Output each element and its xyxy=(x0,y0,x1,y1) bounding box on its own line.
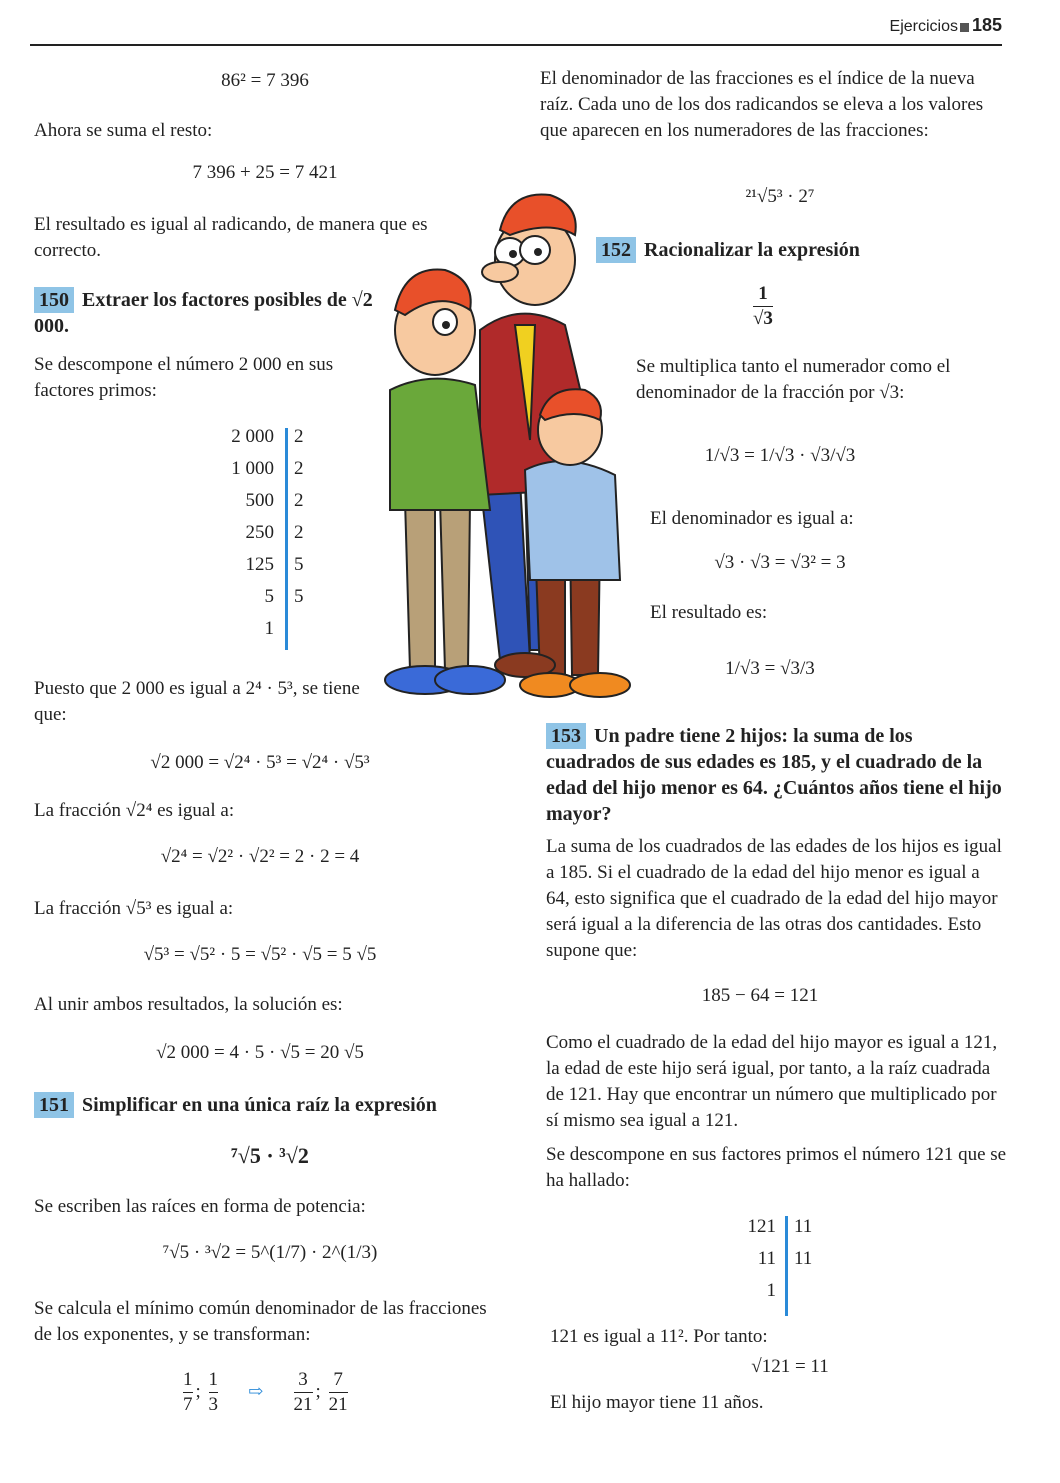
divisor: 5 xyxy=(294,554,304,575)
exercise-150-heading xyxy=(34,287,394,339)
section-title: Ejercicios xyxy=(889,18,958,35)
paragraph: Se descompone en sus factores primos el número 121 que se ha hallado: xyxy=(546,1144,1007,1191)
numerator: 7 xyxy=(333,1369,343,1390)
paragraph: La fracción √5³ es igual a: xyxy=(34,898,234,919)
paragraph: Al unir ambos resultados, la solución es: xyxy=(34,994,343,1015)
exercise-151-heading xyxy=(34,1092,504,1118)
exercise-title: Un padre tiene 2 hijos: la suma de los cuadrados de sus edades es 185, y el cuadrado de la edad del hijo menor es 64. ¿Cuántos años tiene el hijo mayor? xyxy=(546,725,1002,825)
header-square-icon xyxy=(960,23,969,32)
exercise-title: Racionalizar la expresión xyxy=(644,239,860,261)
equation: 185 − 64 = 121 xyxy=(701,985,819,1006)
paragraph: El resultado es igual al radicando, de manera que es correcto. xyxy=(34,214,428,261)
numerator: 1 xyxy=(183,1369,193,1390)
division-bar xyxy=(785,1216,788,1316)
dividend: 1 xyxy=(766,1280,776,1301)
divisor: 2 xyxy=(294,490,304,511)
fraction xyxy=(750,282,776,331)
exercise-152-heading xyxy=(596,237,996,263)
division-bar xyxy=(285,428,288,650)
paragraph: Como el cuadrado de la edad del hijo mayor es igual a 121, la edad de este hijo será igual, por tanto, a la raíz cuadrada de 121. Hay que encontrar un número que multiplicado por sí mismo sea igual a 121. xyxy=(546,1032,998,1131)
numerator: 3 xyxy=(298,1369,308,1390)
denominator: 21 xyxy=(293,1394,313,1415)
denominator: 3 xyxy=(208,1394,219,1415)
equation: ⁷√5 · ³√2 = 5^(1/7) · 2^(1/3) xyxy=(162,1242,378,1263)
exercise-number: 153 xyxy=(546,723,586,749)
divisor: 2 xyxy=(294,522,304,543)
paragraph: La fracción √2⁴ es igual a: xyxy=(34,800,235,821)
exercise-number: 150 xyxy=(34,287,74,313)
paragraph: Se multiplica tanto el numerador como el denominador de la fracción por √3: xyxy=(636,356,951,403)
exercise-title: Simplificar en una única raíz la expresión xyxy=(82,1094,437,1116)
dividend: 500 xyxy=(245,490,274,511)
equation: 7 396 + 25 = 7 421 xyxy=(192,162,338,183)
dividend: 250 xyxy=(245,522,274,543)
dividend: 5 xyxy=(264,586,274,607)
page-header xyxy=(30,14,1002,46)
equation: ²¹√5³ · 2⁷ xyxy=(745,186,815,207)
exercise-153-heading xyxy=(546,723,1006,827)
dividend: 1 xyxy=(264,618,274,639)
divisor: 11 xyxy=(794,1248,813,1269)
equation: 86² = 7 396 xyxy=(221,70,309,91)
page-number: 185 xyxy=(971,15,1002,35)
divisor: 11 xyxy=(794,1216,813,1237)
paragraph: El denominador es igual a: xyxy=(650,508,854,529)
fraction xyxy=(183,1368,193,1417)
equation: √2 000 = 4 · 5 · √5 = 20 √5 xyxy=(156,1042,364,1063)
dividend: 11 xyxy=(757,1248,776,1269)
equation: √5³ = √5² · 5 = √5² · √5 = 5 √5 xyxy=(143,944,377,965)
numerator: 1 xyxy=(758,283,768,304)
equation: 1/√3 = 1/√3 · √3/√3 xyxy=(704,445,856,466)
denominator: √3 xyxy=(753,308,773,329)
fraction xyxy=(294,1368,313,1417)
fraction-transformation: $\frac{1}{7}$ ; $\frac{1}{3}$ ⇨ $\frac{3}{21}$ ; $\frac{7}{21}$ xyxy=(183,1369,348,1415)
exercise-number: 151 xyxy=(34,1092,74,1118)
arrow-right-icon: ⇨ xyxy=(248,1380,264,1401)
equation: √3 · √3 = √3² = 3 xyxy=(714,552,846,573)
divisor: 2 xyxy=(294,426,304,447)
paragraph: Se escriben las raíces en forma de potencia: xyxy=(34,1196,366,1217)
dividend: 2 000 xyxy=(231,426,274,447)
exercise-title: Extraer los factores posibles de √2 000. xyxy=(34,289,373,337)
paragraph: Puesto que 2 000 es igual a 2⁴ · 5³, se tiene que: xyxy=(34,678,360,725)
paragraph: La suma de los cuadrados de las edades de los hijos es igual a 185. Si el cuadrado de la edad del hijo menor es igual a 64, esto significa que el cuadrado de la edad del hijo mayor será igual a la diferencia de las otras dos cantidades. Esto supone que: xyxy=(546,836,1002,961)
equation: ⁷√5 · ³√2 xyxy=(231,1143,309,1168)
fraction xyxy=(329,1368,348,1417)
denominator: 21 xyxy=(328,1394,348,1415)
paragraph: El denominador de las fracciones es el índice de la nueva raíz. Cada uno de los dos radicandos se eleva a los valores que aparecen en los numeradores de las fracciones: xyxy=(540,68,984,141)
exercise-number: 152 xyxy=(596,237,636,263)
fraction xyxy=(209,1368,219,1417)
dividend: 1 000 xyxy=(231,458,274,479)
paragraph: Se descompone el número 2 000 en sus factores primos: xyxy=(34,354,334,401)
paragraph: Se calcula el mínimo común denominador de las fracciones de los exponentes, y se transforman: xyxy=(34,1298,487,1345)
equation: √121 = 11 xyxy=(751,1356,829,1377)
paragraph: 121 es igual a 11². Por tanto: xyxy=(550,1326,768,1347)
divisor: 2 xyxy=(294,458,304,479)
paragraph: El resultado es: xyxy=(650,602,768,623)
equation: √2⁴ = √2² · √2² = 2 · 2 = 4 xyxy=(160,846,360,867)
equation: √2 000 = √2⁴ · 5³ = √2⁴ · √5³ xyxy=(150,752,370,773)
denominator: 7 xyxy=(183,1394,193,1415)
divisor: 5 xyxy=(294,586,304,607)
paragraph: El hijo mayor tiene 11 años. xyxy=(550,1392,764,1413)
numerator: 1 xyxy=(208,1369,219,1390)
dividend: 121 xyxy=(747,1216,776,1237)
dividend: 125 xyxy=(245,554,274,575)
equation: 1/√3 = √3/3 xyxy=(725,658,815,679)
paragraph: Ahora se suma el resto: xyxy=(34,120,213,141)
